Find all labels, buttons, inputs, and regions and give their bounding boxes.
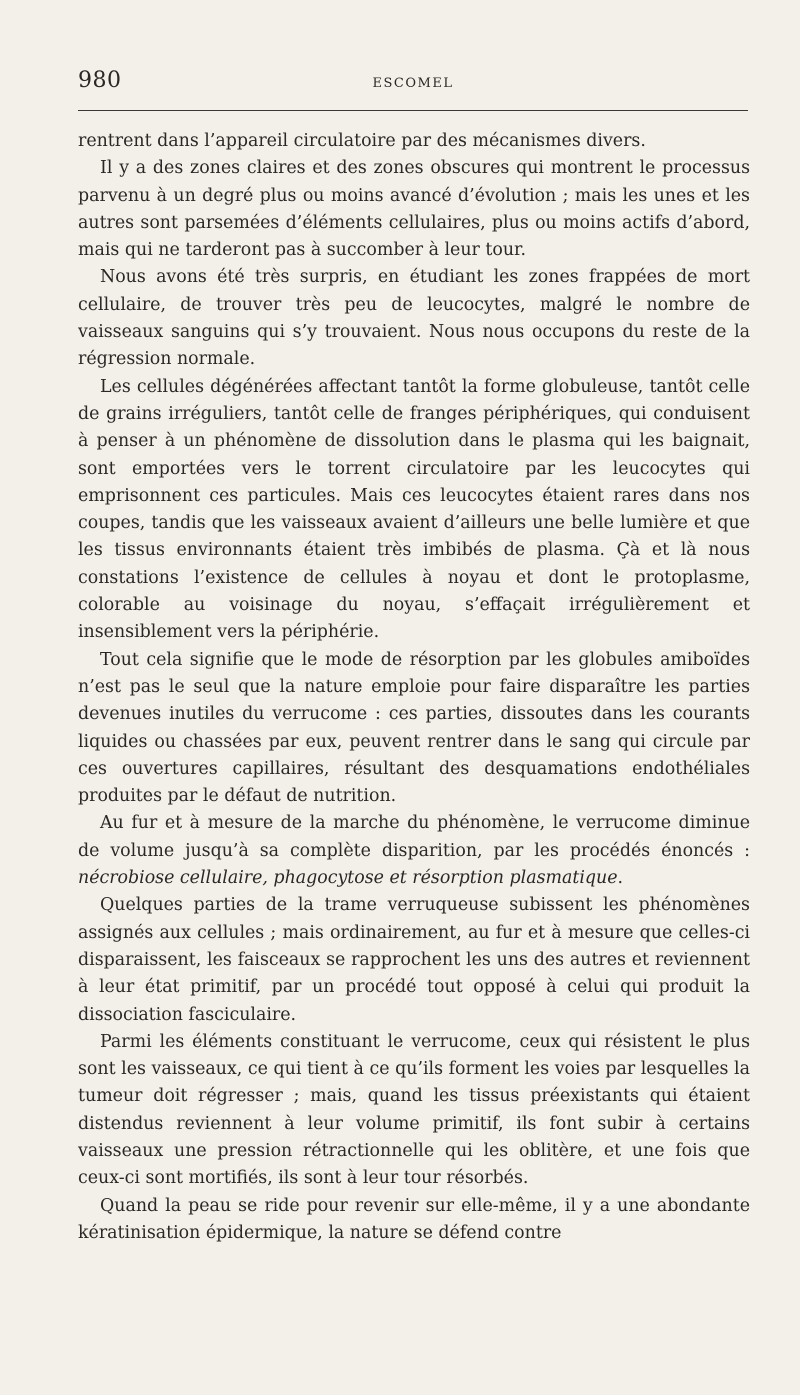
paragraph: Quelques parties de la trame verruqueuse subissent les phénomènes assignés aux cellules ; mais ordinairement, au fur et à mesure que celles-ci disparaissent, les faisceaux se rapprochent les uns des autres et reviennent à leur état primitif, par un procédé tout opposé à celui qui produit la dissociation fasciculaire. <box>78 895 750 1025</box>
paragraph: Les cellules dégénérées affectant tantôt la forme globuleuse, tantôt celle de grains irréguliers, tantôt celle de franges périphériques, qui conduisent à penser à un phénomène de dissolution dans le plasma qui les baignait, sont emportées vers le torrent circulatoire par les leucocytes qui emprisonnent ces particules. Mais ces leucocytes étaient rares dans nos coupes, tandis que les vaisseaux avaient d’ailleurs une belle lumière et que les tissus environnants étaient très imbibés de plasma. Çà et là nous constations l’existence de cellules à noyau et dont le protoplasme, colorable au voisinage du noyau, s’effaçait irrégulièrement et insensiblement vers la périphérie. <box>78 376 750 643</box>
paragraph: Parmi les éléments constituant le verrucome, ceux qui résistent le plus sont les vaisseaux, ce qui tient à ce qu’ils forment les voies par lesquelles la tumeur doit régresser ; mais, quand les tissus préexistants qui étaient distendus reviennent à leur volume primitif, ils font subir à certains vaisseaux une pression rétractionnelle qui les oblitère, et une fois que ceux-ci sont mortifiés, ils sont à leur tour résorbés. <box>78 1031 750 1189</box>
paragraph: rentrent dans l’appareil circulatoire par des mécanismes divers. <box>78 131 646 151</box>
body-text <box>78 128 750 1247</box>
paragraph: Quand la peau se ride pour revenir sur elle-même, il y a une abondante kératinisation épidermique, la nature se défend contre <box>78 1195 750 1243</box>
paragraph-text: Au fur et à mesure de la marche du phénomène, le verrucome diminue de volume jusqu’à sa complète disparition, par les procédés énoncés : <box>78 813 750 861</box>
header-rule <box>78 110 748 111</box>
italic-term-list: nécrobiose cellulaire, phagocytose et résorption plasmatique <box>78 868 618 889</box>
paragraph-text: . <box>617 868 624 889</box>
paragraph: Nous avons été très surpris, en étudiant les zones frappées de mort cellulaire, de trouver très peu de leucocytes, malgré le nombre de vaisseaux sanguins qui s’y trouvaient. Nous nous occupons du reste de la régression normale. <box>78 267 750 370</box>
paragraph: Il y a des zones claires et des zones obscures qui montrent le processus parvenu à un degré plus ou moins avancé d’évolution ; mais les unes et les autres sont parsemées d’éléments cellulaires, plus ou moins actifs d’abord, mais qui ne tarderont pas à succomber à leur tour. <box>78 158 750 261</box>
running-head: ESCOMEL <box>372 76 454 91</box>
page-header <box>78 68 748 104</box>
paragraph <box>78 810 750 892</box>
page-number: 980 <box>78 68 122 93</box>
paragraph: Tout cela signifie que le mode de résorption par les globules amiboïdes n’est pas le seul que la nature emploie pour faire disparaître les parties devenues inutiles du verrucome : ces parties, dissoutes dans les courants liquides ou chassées par eux, peuvent rentrer dans le sang qui circule par ces ouvertures capillaires, résultant des desquamations endothéliales produites par le défaut de nutrition. <box>78 649 750 807</box>
